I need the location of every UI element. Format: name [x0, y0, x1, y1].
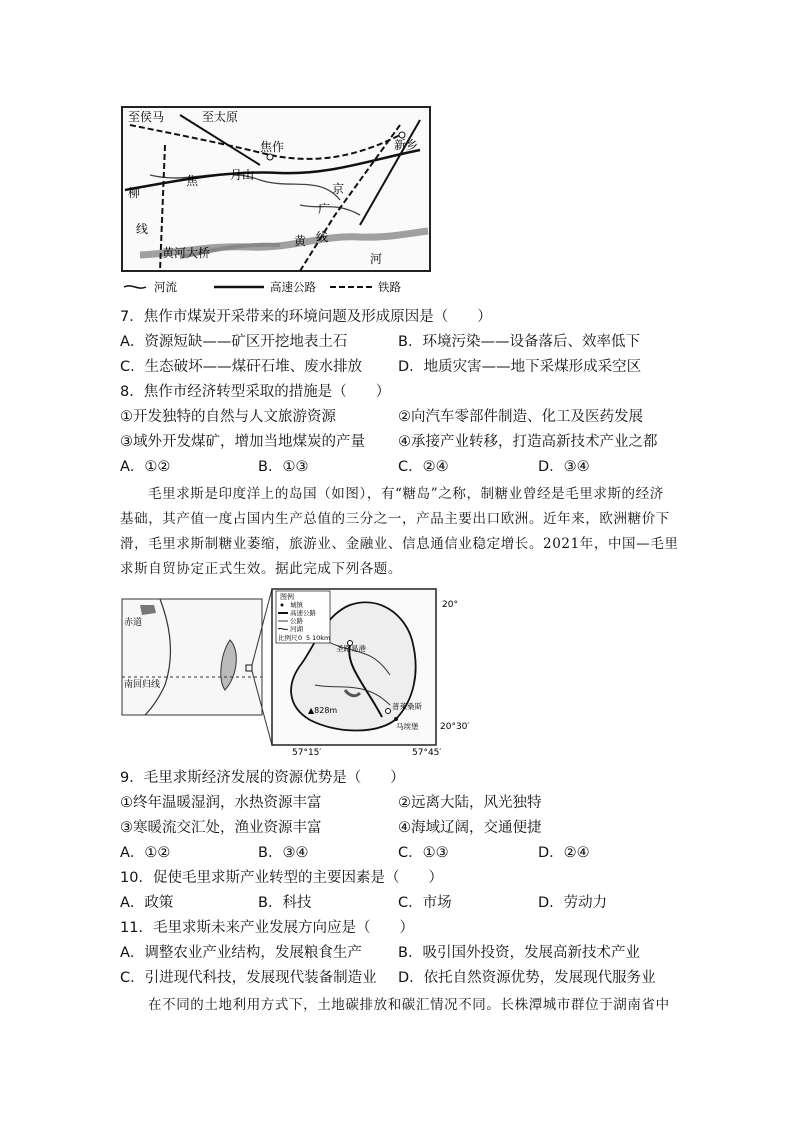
scale-5: 5 [306, 634, 311, 642]
q7-stem: 7．焦作市煤炭开采带来的环境问题及形成原因是（ ） [120, 309, 492, 325]
label-jiaozuo: 焦作 [260, 140, 285, 154]
q10-option-b[interactable]: B．科技 [258, 895, 312, 911]
passage1-line3: 滑，毛里求斯制糖业萎缩，旅游业、金融业、信息通信业稳定增长。2021年，中国—毛里 [120, 536, 679, 552]
q7-option-b[interactable]: B．环境污染——设备落后、效率低下 [398, 334, 640, 350]
q9-statement-4: ④海域辽阔，交通便捷 [398, 820, 542, 836]
passage1-line4: 求斯自贸协定正式生效。据此完成下列各题。 [120, 561, 402, 577]
legend-title: 图例 [280, 593, 294, 601]
legend-river: 河湖 [290, 625, 303, 633]
jiaozuo-map [120, 105, 432, 297]
q11-option-d[interactable]: D．依托自然资源优势，发展现代服务业 [398, 970, 656, 986]
q9-statement-2: ②远离大陆，风光独特 [398, 795, 542, 811]
q9-option-d[interactable]: D．②④ [538, 845, 590, 861]
q10-option-c[interactable]: C．市场 [398, 895, 452, 911]
label-guang: 广 [318, 202, 331, 216]
label-xinxiang: 新乡 [394, 138, 419, 152]
q11-stem: 11．毛里求斯未来产业发展方向应是（ ） [120, 920, 414, 936]
passage1-line2: 基础，其产值一度占国内生产总值的三分之一，产品主要出口欧洲。近年来，欧洲糖价下 [120, 511, 670, 527]
scale-10: 10km [312, 634, 331, 642]
legend-road: 公路 [290, 617, 303, 625]
mauritius-map [120, 585, 470, 757]
q8-option-d[interactable]: D．③④ [538, 459, 590, 475]
q8-statement-2: ②向汽车零部件制造、化工及医药发展 [398, 409, 643, 425]
label-he: 河 [370, 252, 383, 266]
q10-option-a[interactable]: A．政策 [120, 895, 174, 911]
label-jiao: 焦 [186, 174, 199, 188]
legend-highway: 高速公路 [290, 609, 316, 617]
q8-stem: 8．焦作市经济转型采取的措施是（ ） [120, 384, 391, 400]
label-jing: 京 [332, 182, 345, 196]
label-yueshan: 月山 [230, 168, 255, 182]
q11-option-b[interactable]: B．吸引国外投资，发展高新技术产业 [398, 945, 640, 961]
q9-stem: 9．毛里求斯经济发展的资源优势是（ ） [120, 770, 405, 786]
legend-river: 河流 [154, 280, 177, 294]
legend-town: 城镇 [290, 601, 303, 609]
q9-statement-1: ①终年温暖湿润，水热资源丰富 [120, 795, 322, 811]
q10-stem: 10．促使毛里求斯产业转型的主要因素是（ ） [120, 870, 443, 886]
q7-option-a[interactable]: A．资源短缺——矿区开挖地表土石 [120, 334, 348, 350]
label-taiyuan: 至太原 [202, 110, 239, 124]
q9-statement-3: ③寒暖流交汇处，渔业资源丰富 [120, 820, 322, 836]
town-mahebourg: 马埃堡 [396, 722, 419, 731]
label-bridge: 黄河大桥 [162, 246, 211, 260]
town-plaisance: 普莱桑斯 [392, 702, 422, 711]
q7-option-d[interactable]: D．地质灾害——地下采煤形成采空区 [398, 359, 642, 375]
q8-statement-4: ④承接产业转移，打造高新技术产业之都 [398, 434, 658, 450]
lat-bottom: 20°30′ [440, 722, 470, 732]
passage1-line1: 毛里求斯是印度洋上的岛国（如图），有“糖岛”之称，制糖业曾经是毛里求斯的经济 [148, 486, 664, 502]
q8-option-b[interactable]: B．①③ [258, 459, 309, 475]
scale-label: 比例尺 [278, 634, 298, 642]
q7-option-c[interactable]: C．生态破坏——煤矸石堆、废水排放 [120, 359, 363, 375]
inset-tropic: 南回归线 [124, 680, 161, 690]
town-port-louis: 圣路易港 [336, 644, 366, 653]
label-liu: 柳 [128, 186, 141, 200]
q8-option-c[interactable]: C．②④ [398, 459, 449, 475]
legend-highway: 高速公路 [270, 280, 316, 294]
q9-option-b[interactable]: B．③④ [258, 845, 309, 861]
scale-0: 0 [298, 634, 303, 642]
q9-option-a[interactable]: A．①② [120, 845, 171, 861]
label-houma: 至侯马 [128, 110, 165, 124]
passage2-line1: 在不同的土地利用方式下，土地碳排放和碳汇情况不同。长株潭城市群位于湖南省中 [148, 997, 670, 1013]
q11-option-a[interactable]: A．调整农业产业结构，发展粮食生产 [120, 945, 362, 961]
inset-label: 赤道 [124, 618, 143, 628]
lat-top: 20° [442, 600, 458, 610]
label-huang: 黄 [294, 234, 307, 248]
peak-label: ▲828m [308, 706, 338, 715]
q8-statement-3: ③域外开发煤矿，增加当地煤炭的产量 [120, 434, 365, 450]
q8-statement-1: ①开发独特的自然与人文旅游资源 [120, 409, 336, 425]
legend-railway: 铁路 [378, 280, 401, 294]
label-xian: 线 [136, 222, 149, 236]
lon-left: 57°15′ [292, 748, 322, 757]
q9-option-c[interactable]: C．①③ [398, 845, 449, 861]
label-xian2: 线 [316, 230, 329, 244]
lon-right: 57°45′ [412, 748, 442, 757]
q11-option-c[interactable]: C．引进现代科技，发展现代装备制造业 [120, 970, 377, 986]
q8-option-a[interactable]: A．①② [120, 459, 171, 475]
q10-option-d[interactable]: D．劳动力 [538, 895, 608, 911]
